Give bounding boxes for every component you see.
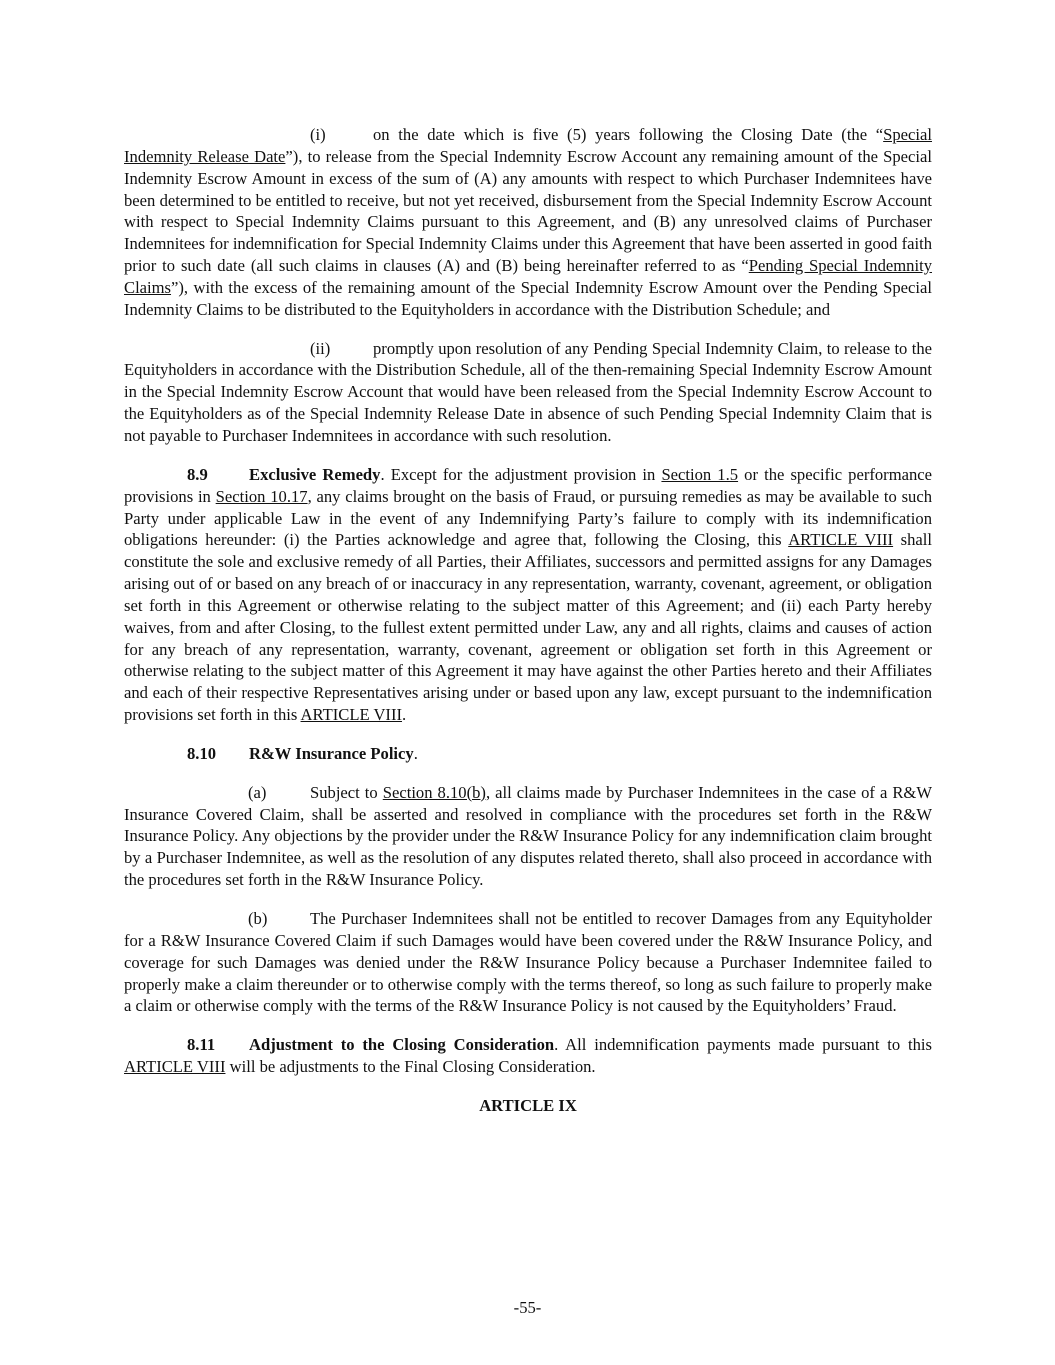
paragraph-a: (a) Subject to Section 8.10(b), all claims made by Purchaser Indemnitees in the case of a R&W Insurance Covered Claim, shall be asserted and resolved in compliance with the procedures set forth in the R&W Insurance Policy. Any objections by the provider under the R&W Insurance Policy for any indemnification claim brought by a Purchaser Indemnitee, as well as the resolution of any disputes related thereto, shall also proceed in accordance with the procedures set forth in the R&W Insurance Policy. — [124, 782, 932, 890]
defined-term-pending-special-indemnity-claims: Pending Special Indemnity Claims — [124, 256, 932, 297]
cross-reference-section-10-17: Section 10.17 — [215, 486, 308, 506]
clause-label-ii: (ii) — [310, 338, 331, 358]
section-heading: Exclusive Remedy — [249, 464, 381, 484]
cross-reference-article-viii: ARTICLE VIII — [300, 705, 403, 725]
cross-reference-article-viii: ARTICLE VIII — [788, 530, 894, 550]
document-page — [124, 124, 932, 1134]
paragraph-ii: (ii) promptly upon resolution of any Pending Special Indemnity Claim, to release to the Equityholders in accordance with the Distribution Schedule, all of the then-remaining Special Indemnity Escrow Amount in the Special Indemnity Escrow Account that would have been released from the Special Indemnity Escrow Account to the Equityholders as of the Special Indemnity Release Date in absence of such Pending Special Indemnity Claim that is not payable to Purchaser Indemnitees in accordance with such resolution. — [124, 338, 932, 445]
section-number: 8.10 — [187, 743, 217, 763]
section-heading: Adjustment to the Closing Consideration — [249, 1035, 555, 1055]
section-8-9: 8.9 Exclusive Remedy. Except for the adjustment provision in Section 1.5 or the specific performance provisions in Section 10.17, any claims brought on the basis of Fraud, or pursuing remedies as may be available to such Party under applicable Law in the event of any Indemnifying Party’s failure to comply with its indemnification obligations hereunder: (i) the Parties acknowledge and agree that, following the Closing, this ARTICLE VIII shall constitute the sole and exclusive remedy of all Parties, their Affiliates, successors and permitted assigns for any Damages arising out of or based on any breach of or inaccuracy in any representation, warranty, covenant, agreement, or obligation set forth in this Agreement or otherwise relating to the subject matter of this Agreement; and (ii) each Party hereby waives, from and after Closing, to the fullest extent permitted under Law, any and all rights, claims and causes of action for any breach of any representation, warranty, covenant, agreement or obligation set forth in this Agreement or otherwise relating to the subject matter of this Agreement it may have against the other Parties hereto and their Affiliates and each of their respective Representatives arising under or based upon any law, except pursuant to the indemnification provisions set forth in this ARTICLE VIII. — [124, 464, 932, 725]
section-number: 8.11 — [187, 1035, 216, 1055]
section-8-11: 8.11 Adjustment to the Closing Consideration. All indemnification payments made pursuant to this ARTICLE VIII will be adjustments to the Final Closing Consideration. — [124, 1035, 932, 1077]
section-number: 8.9 — [187, 464, 208, 484]
section-heading: R&W Insurance Policy — [249, 743, 414, 763]
clause-label-a: (a) — [248, 782, 267, 802]
article-heading: ARTICLE IX — [479, 1095, 577, 1115]
cross-reference-section-1-5: Section 1.5 — [661, 464, 739, 484]
paragraph-b: (b) The Purchaser Indemnitees shall not be entitled to recover Damages from any Equityholder for a R&W Insurance Covered Claim if such Damages would have been covered under the R&W Insurance Policy, and coverage for such Damages was denied under the R&W Insurance Policy because a Purchaser Indemnitee failed to properly make a claim thereunder or to otherwise comply with the terms thereof, so long as such failure to properly make a claim or otherwise comply with the terms of the R&W Insurance Policy is not caused by the Equityholders’ Fraud. — [124, 909, 932, 1016]
page-number: -55- — [513, 1298, 542, 1317]
paragraph-i: (i) on the date which is five (5) years following the Closing Date (the “Special Indemnity Release Date”), to release from the Special Indemnity Escrow Account any remaining amount of the Special Indemnity Escrow Amount in excess of the sum of (A) any amounts with respect to which Purchaser Indemnitees have been determined to be entitled to receive, but not yet received, disbursement from the Special Indemnity Escrow Account with respect to Special Indemnity Claims pursuant to this Agreement, and (B) any unresolved claims of Purchaser Indemnitees for indemnification for Special Indemnity Claims under this Agreement that have been asserted in good faith prior to such date (all such claims in clauses (A) and (B) being hereinafter referred to as “Pending Special Indemnity Claims”), with the excess of the remaining amount of the Special Indemnity Escrow Amount over the Pending Special Indemnity Claims to be distributed to the Equityholders in accordance with the Distribution Schedule; and — [124, 125, 932, 319]
defined-term-special-indemnity-release-date: Special Indemnity Release Date — [124, 125, 932, 166]
section-8-10: 8.10 R&W Insurance Policy. — [187, 743, 418, 763]
cross-reference-section-8-10-b: Section 8.10(b) — [382, 782, 486, 802]
clause-label-b: (b) — [248, 909, 268, 928]
cross-reference-article-viii: ARTICLE VIII — [124, 1057, 226, 1077]
clause-label-i: (i) — [310, 125, 326, 144]
